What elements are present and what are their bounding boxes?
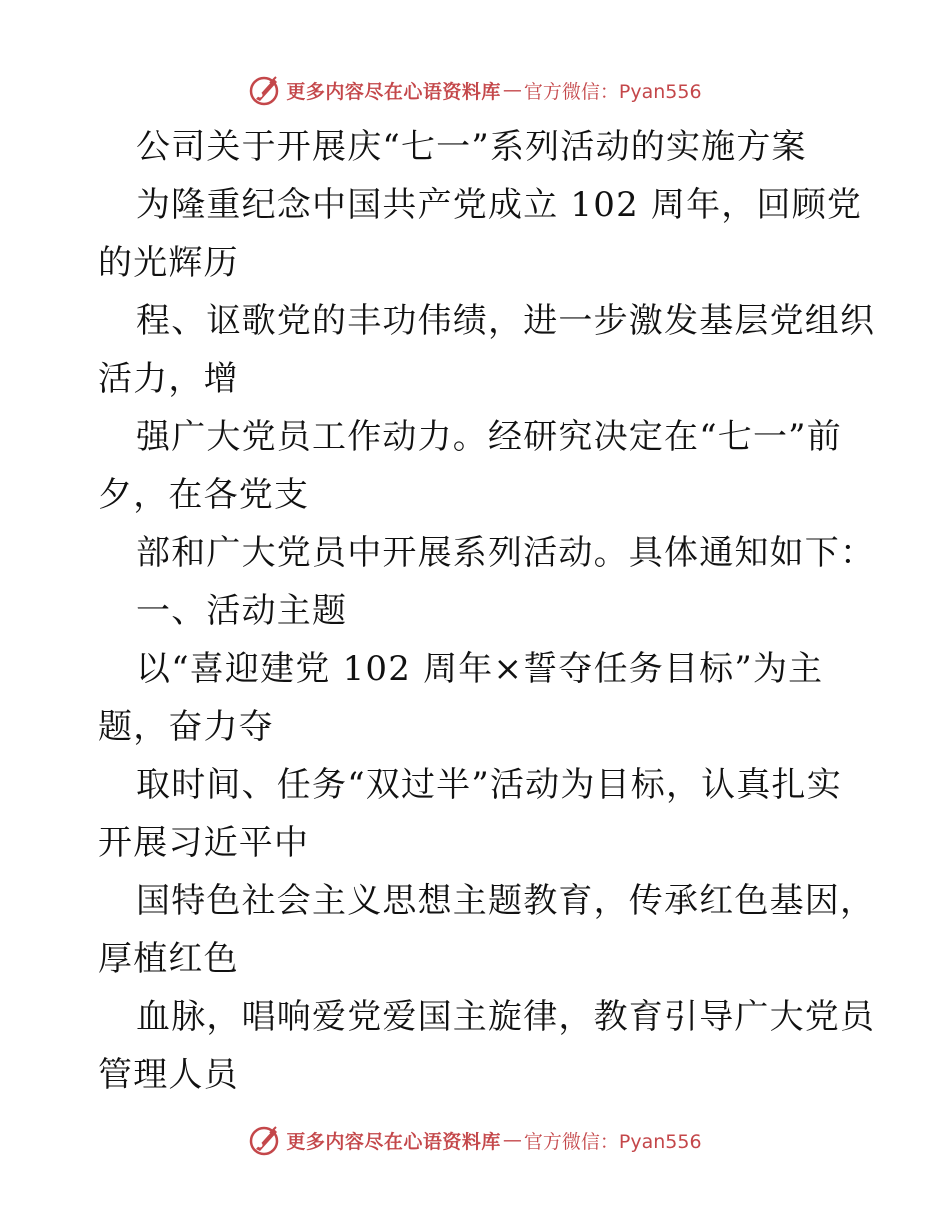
paragraph-line: 部和广大党员中开展系列活动。具体通知如下：	[136, 533, 876, 573]
paragraph-line: 题，奋力夺	[98, 707, 274, 747]
document-body	[98, 118, 876, 1104]
paragraph-line: 管理人员	[98, 1055, 239, 1095]
paragraph-line: 开展习近平中	[98, 823, 310, 863]
quill-pen-logo-icon	[248, 73, 282, 107]
watermark-brand: 更多内容尽在心语资料库	[286, 1130, 501, 1153]
quill-pen-logo-icon	[248, 1123, 282, 1157]
section-heading: 一、活动主题	[136, 591, 348, 631]
paragraph-line: 活力，增	[98, 359, 239, 399]
watermark-separator: —	[502, 79, 522, 101]
paragraph-line: 的光辉历	[98, 243, 239, 283]
paragraph-line: 夕，在各党支	[98, 475, 310, 515]
paragraph-line: 国特色社会主义思想主题教育，传承红色基因，	[136, 881, 876, 921]
paragraph-line: 强广大党员工作动力。经研究决定在“七一”前	[136, 417, 842, 457]
paragraph-line: 为隆重纪念中国共产党成立 102 周年，回顾党	[136, 185, 863, 225]
footer-watermark	[0, 1120, 950, 1160]
document-title: 公司关于开展庆“七一”系列活动的实施方案	[136, 127, 807, 167]
paragraph-line: 程、讴歌党的丰功伟绩，进一步激发基层党组织	[136, 301, 876, 341]
paragraph-line: 取时间、任务“双过半”活动为目标，认真扎实	[136, 765, 842, 805]
header-watermark	[0, 70, 950, 110]
paragraph-line: 厚植红色	[98, 939, 239, 979]
paragraph-line: 血脉，唱响爱党爱国主旋律，教育引导广大党员	[136, 997, 876, 1037]
watermark-wechat: 官方微信：Pyan556	[523, 80, 702, 103]
watermark-wechat: 官方微信：Pyan556	[523, 1130, 702, 1153]
watermark-separator: —	[502, 1129, 522, 1151]
watermark-brand: 更多内容尽在心语资料库	[286, 80, 501, 103]
paragraph-line: 以“喜迎建党 102 周年×誓夺任务目标”为主	[136, 649, 824, 689]
